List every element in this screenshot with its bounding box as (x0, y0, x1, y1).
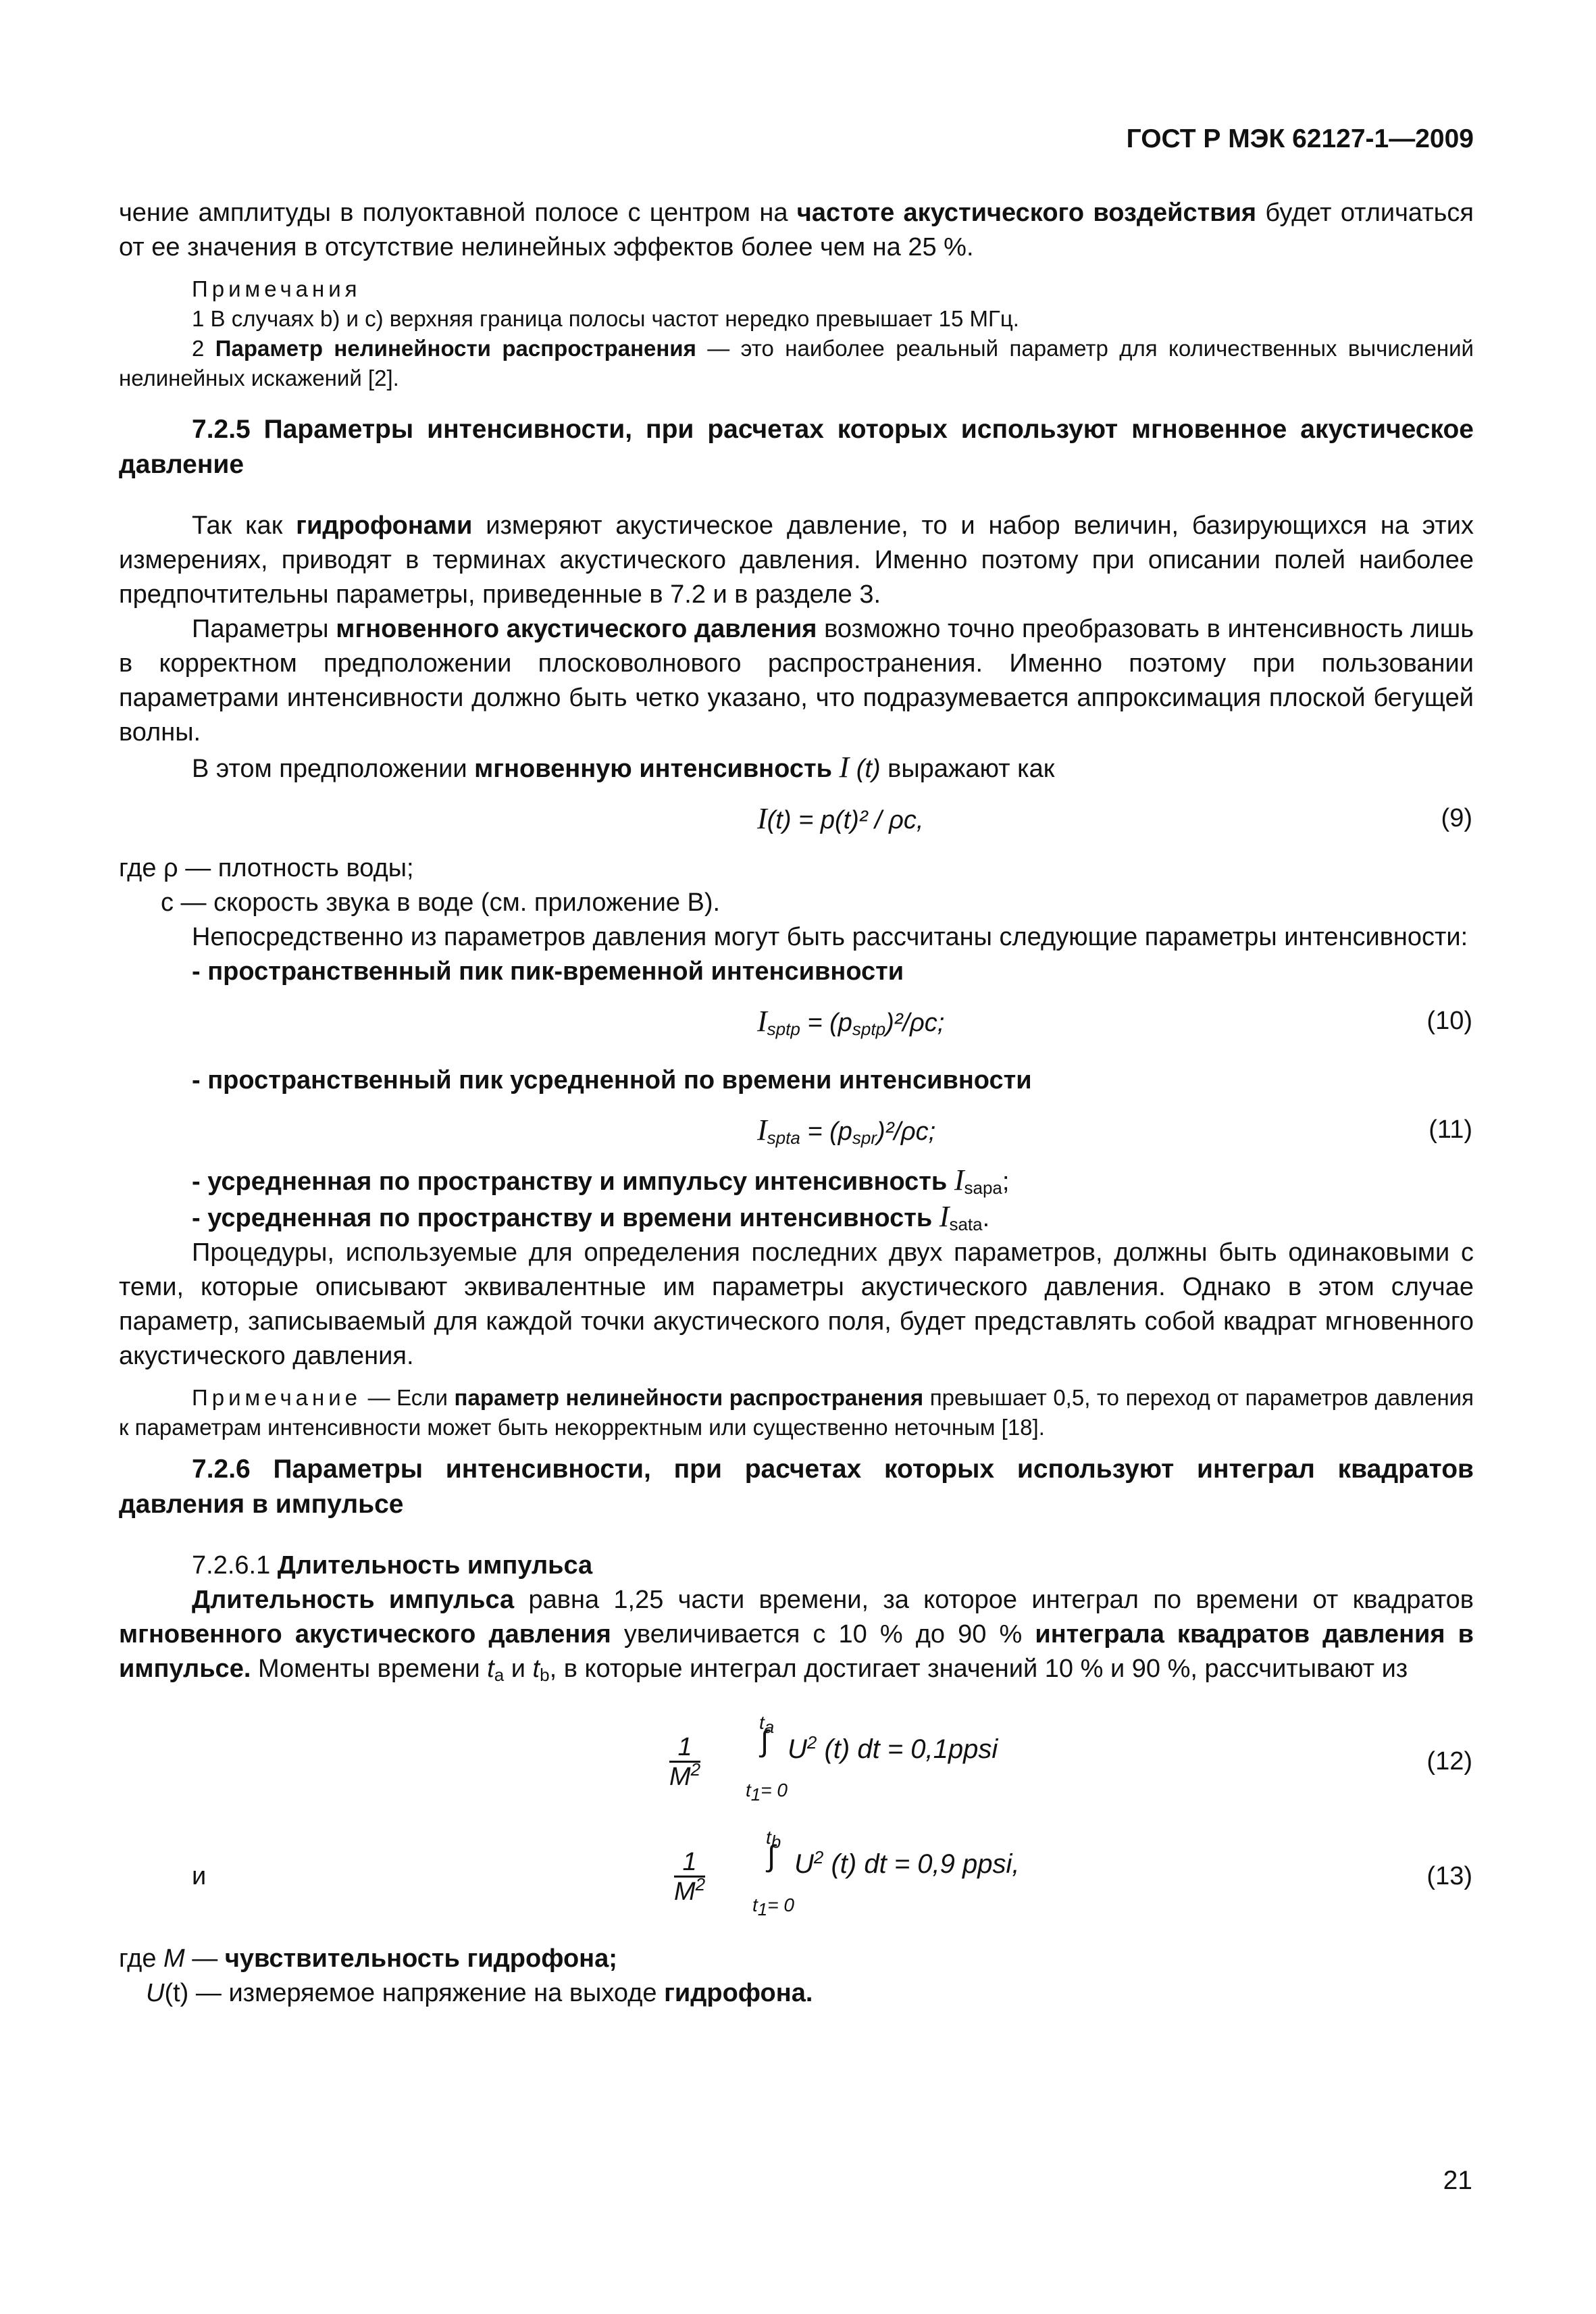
where-m: где M — чувствительность гидрофона; (119, 1944, 617, 1973)
fraction-1-over-m2: $\frac{1}{M^2}$ (669, 1733, 701, 1791)
integral-sign: ∫ (761, 1725, 769, 1758)
subsection-7-2-6-1: 7.2.6.1 Длительность импульса (192, 1551, 593, 1580)
list-item-sapa: - усредненная по пространству и импульсу интенсивность $I_{sapa}$; (192, 1163, 1010, 1198)
document-page (119, 0, 1474, 2314)
section-heading-7-2-5: 7.2.5 Параметры интенсивности, при расчетах которых используют мгновенное акустическое давление (119, 415, 1474, 479)
list-item-spta: - пространственный пик усредненной по времени интенсивности (192, 1066, 1032, 1095)
list-item-sata: - усредненная по пространству и времени интенсивность $I_{sata}$. (192, 1200, 990, 1234)
paragraph-pulse-duration: Длительность импульса равна 1,25 части времени, за которое интеграл по времени от квадратов мгновенного акустического давления увеличивается с 10 % до 90 % интеграла квадратов давления в импульсе. Моменты времени $t_a$ и $t_b$, в которые интеграл достигает значений 10 % и 90 %, рассчитывают из (119, 1586, 1474, 1685)
list-item-sptp: - пространственный пик пик-временной интенсивности (192, 957, 904, 986)
equation-12: $\frac{1}{M^2}$ $t_a$ ∫ $t_1= 0$ $U^2$ (t) dt = 0,1ppsi (12) (669, 1712, 1472, 1805)
notes-title: Примечания (192, 276, 361, 301)
where-u: U(t) — измеряемое напряжение на выходе гидрофона. (146, 1979, 813, 2007)
paragraph-hydrophones: Так как гидрофонами измеряют акустическое давление, то и набор величин, базирующихся на этих измерениях, приводят в терминах акустического давления. Именно поэтому при описании полей наиболее предпочтительны параметры, приведенные в 7.2 и в разделе 3. (119, 511, 1474, 609)
paragraph-intensity-params: Непосредственно из параметров давления могут быть рассчитаны следующие параметры интенсивности: (192, 923, 1468, 951)
section-heading-7-2-6: 7.2.6 Параметры интенсивности, при расчетах которых используют интеграл квадратов давления в импульсе (119, 1455, 1474, 1519)
paragraph-procedures: Процедуры, используемые для определения последних двух параметров, должны быть одинаковыми с теми, которые описывают эквивалентные им параметры акустического давления. Однако в этом случае параметр, записываемый для каждой точки акустического поля, будет представлять собой квадрат мгновенного акустического давления. (119, 1238, 1474, 1370)
equation-9: I(t) = p(t)² / ρc, (9) (757, 802, 1472, 835)
where-rho: где ρ — плотность воды; (119, 854, 414, 882)
page-content (119, 196, 1474, 2011)
paragraph-instant-intensity: В этом предположении мгновенную интенсивность I (t) выражают как (192, 751, 1055, 784)
page-number: 21 (1443, 2166, 1472, 2195)
equation-13: и $\frac{1}{M^2}$ $t_b$ ∫ $t_1= 0$ $U^2$ (t) dt = 0,9 ppsi, (13) (192, 1827, 1472, 1919)
equation-10: $I_{sptp} = (p_{sptp})^2/\rho c$; (10) (757, 1005, 1472, 1039)
integral-sign: ∫ (767, 1840, 776, 1873)
equation-11: $I_{spta} = (p_{spr})^2/\rho c$; (11) (757, 1113, 1472, 1148)
note-1: 1 В случаях b) и c) верхняя граница полосы частот нередко превышает 15 МГц. (192, 306, 1019, 331)
document-header: ГОСТ Р МЭК 62127-1—2009 (1126, 124, 1474, 153)
paragraph-plane-wave: Параметры мгновенного акустического давления возможно точно преобразовать в интенсивность лишь в корректном предположении плосковолнового распространения. Именно поэтому при пользовании параметрами интенсивности должно быть четко указано, что подразумевается аппроксимация плоской бегущей волны. (119, 615, 1474, 747)
continuation-paragraph: чение амплитуды в полуоктавной полосе с центром на частоте акустического воздействия будет отличаться от ее значения в отсутствие нелинейных эффектов более чем на 25 %. (119, 199, 1474, 261)
fraction-1-over-m2: $\frac{1}{M^2}$ (674, 1848, 706, 1906)
note-nonlinearity: Примечание — Если параметр нелинейности распространения превышает 0,5, то переход от параметров давления к параметрам интенсивности может быть некорректным или существенно неточным [18]. (119, 1385, 1474, 1440)
note-2: 2 Параметр нелинейности распространения — это наиболее реальный параметр для количественных вычислений нелинейных искажений [2]. (119, 336, 1474, 391)
where-c: c — скорость звука в воде (см. приложение В). (161, 888, 721, 917)
